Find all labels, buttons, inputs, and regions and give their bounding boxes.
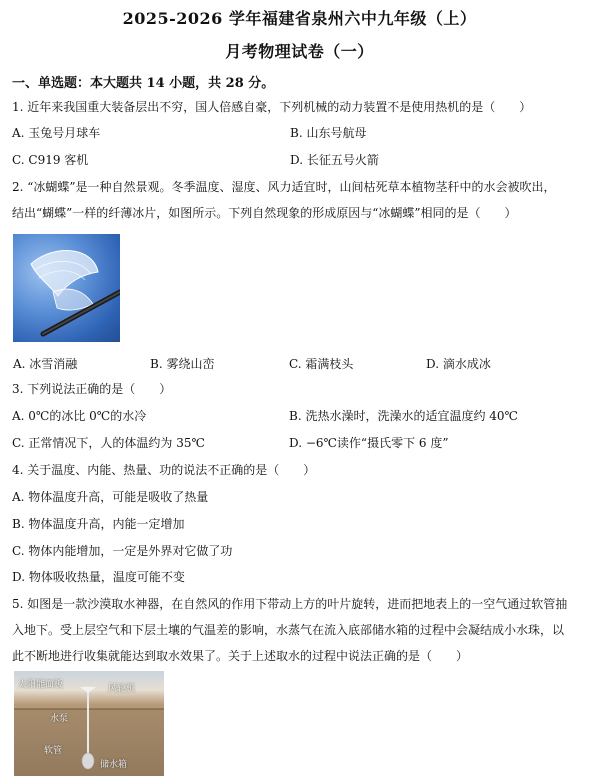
question-2-stem-line2: 结出“蝴蝶”一样的纤薄冰片，如图所示。下列自然现象的形成原因与“冰蝴蝶”相同的是（ ）: [12, 206, 517, 220]
question-2-stem-line1: 2. “冰蝴蝶”是一种自然景观。冬季温度、湿度、风力适宜时，山间枯死草本植物茎秆中的水会被吹出，: [12, 180, 556, 194]
question-5-stem-line1: 5. 如图是一款沙漠取水神器，在自然风的作用下带动上方的叶片旋转，进而把地表上的一空气通过软管抽: [12, 597, 568, 611]
question-1-option-b[interactable]: B. 山东号航母: [290, 126, 367, 140]
question-1-option-a[interactable]: A. 玉兔号月球车: [12, 126, 101, 140]
question-2-option-b[interactable]: B. 雾绕山峦: [150, 357, 215, 371]
question-3-option-d[interactable]: D. −6℃读作“摄氏零下 6 度”: [289, 436, 449, 450]
figure-label-solar-panel: 太阳能面板: [18, 680, 64, 690]
question-5-stem-line2: 入地下。受上层空气和下层土壤的气温差的影响，水蒸气在流入底部储水箱的过程中会凝结成小水珠，以: [12, 623, 565, 637]
question-1-option-d[interactable]: D. 长征五号火箭: [290, 153, 379, 167]
section-heading: 一、单选题：本大题共 14 小题，共 28 分。: [12, 76, 275, 91]
figure-label-pump: 水泵: [50, 714, 69, 724]
ice-butterfly-photo: [13, 234, 120, 342]
question-4-option-d[interactable]: D. 物体吸收热量，温度可能不变: [12, 570, 185, 584]
question-2-option-a[interactable]: A. 冰雪消融: [13, 357, 78, 371]
question-3-option-a[interactable]: A. 0℃的冰比 0℃的水冷: [12, 409, 147, 423]
question-4-option-a[interactable]: A. 物体温度升高，可能是吸收了热量: [12, 490, 209, 504]
figure-label-water-tank: 储水箱: [100, 760, 128, 770]
ice-butterfly-illustration: [13, 234, 120, 342]
question-2-option-c[interactable]: C. 霜满枝头: [289, 357, 354, 371]
exam-title-line2: 月考物理试卷（一）: [225, 42, 374, 61]
figure-label-wind-turbine: 风轮机: [108, 684, 136, 694]
question-2-option-d[interactable]: D. 滴水成冰: [426, 357, 491, 371]
question-3-option-c[interactable]: C. 正常情况下，人的体温约为 35℃: [12, 436, 205, 450]
question-3-stem: 3. 下列说法正确的是（ ）: [12, 382, 172, 396]
question-4-option-c[interactable]: C. 物体内能增加，一定是外界对它做了功: [12, 544, 233, 558]
desert-water-collector-figure: [14, 671, 164, 776]
exam-title-line1: 2025-2026 学年福建省泉州六中九年级（上）: [122, 9, 477, 28]
question-1-option-c[interactable]: C. C919 客机: [12, 153, 89, 167]
question-4-option-b[interactable]: B. 物体温度升高，内能一定增加: [12, 517, 185, 531]
question-3-option-b[interactable]: B. 洗热水澡时，洗澡水的适宜温度约 40℃: [289, 409, 518, 423]
question-4-stem: 4. 关于温度、内能、热量、功的说法不正确的是（ ）: [12, 463, 316, 477]
question-1-stem: 1. 近年来我国重大装备层出不穷，国人倍感自豪，下列机械的动力装置不是使用热机的是（ ）: [12, 100, 532, 114]
question-5-stem-line3: 此不断地进行收集就能达到取水效果了。关于上述取水的过程中说法正确的是（ ）: [12, 649, 469, 663]
figure-label-hose: 软管: [44, 746, 63, 756]
